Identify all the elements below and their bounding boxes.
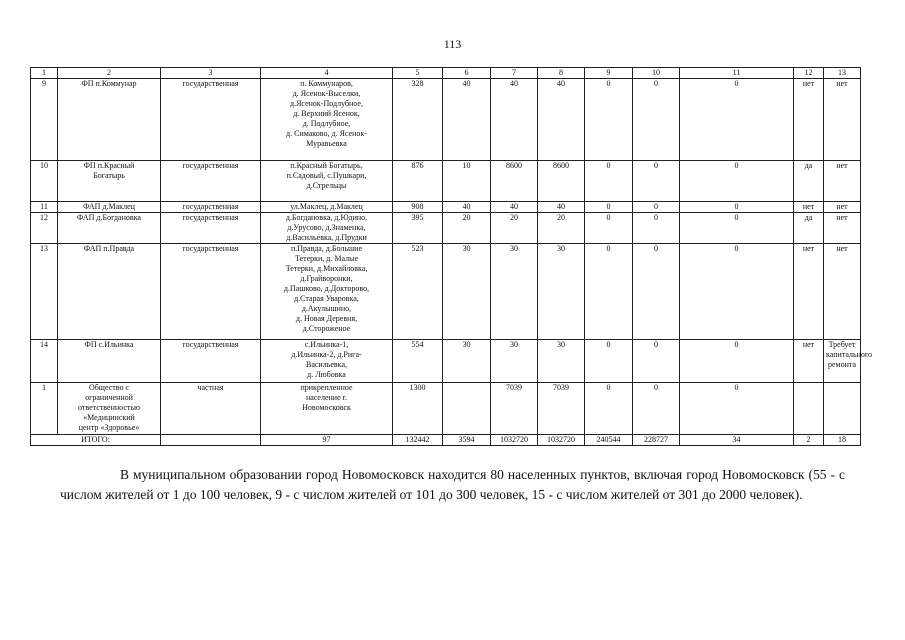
served-localities: ул.Маклец, д.Маклец [261, 202, 393, 213]
served-localities: п. Коммунаров, д. Ясенок-Выселки, д.Ясенок-Подлубное, д. Верхний Ясенок, д. Подлубное, д. Симаково, д. Ясенок- Муравьевка [261, 79, 393, 161]
ownership: государственная [161, 79, 261, 161]
table-row [31, 202, 861, 213]
cell-col9: 0 [585, 340, 633, 383]
total-col10: 228727 [633, 435, 680, 446]
facility-name: ФАП д.Богдановка [58, 213, 161, 244]
cell-col6: 10 [443, 161, 491, 202]
facility-name: ФП п.Коммунар [58, 79, 161, 161]
served-localities: п.Правда, д.Большие Тетерки, д. Малые Тетерки, д.Михайловка, д.Грайворонки, д.Пашково, д.Докторово, д.Старая Уваровка, д.Акулышино, д. Новая Деревня, д.Стороженое [261, 244, 393, 340]
cell-col12: да [794, 161, 824, 202]
cell-col12: нет [794, 244, 824, 340]
cell-col12: да [794, 213, 824, 244]
total-col11: 34 [680, 435, 794, 446]
facilities-table [30, 67, 872, 446]
total-col6: 3594 [443, 435, 491, 446]
cell-col7: 7039 [491, 383, 538, 435]
cell-col5: 523 [393, 244, 443, 340]
cell-col9: 0 [585, 79, 633, 161]
ownership: государственная [161, 244, 261, 340]
cell-col11: 0 [680, 383, 794, 435]
table-row [31, 340, 861, 383]
ownership: государственная [161, 213, 261, 244]
cell-col9: 0 [585, 213, 633, 244]
row-number: 11 [31, 202, 58, 213]
cell-col10: 0 [633, 161, 680, 202]
cell-col8: 30 [538, 244, 585, 340]
cell-col8: 30 [538, 340, 585, 383]
column-number-9: 9 [585, 68, 633, 79]
column-number-7: 7 [491, 68, 538, 79]
cell-col5: 554 [393, 340, 443, 383]
settlements-paragraph: В муниципальном образовании город Новомосковск находится 80 населенных пунктов, включая город Новомосковск (55 - с числом жителей от 1 до 100 человек, 9 - с числом жителей от 101 до 300 человек, 15 - с числом жителей от 301 до 2000 человек). [60, 467, 845, 502]
row-number: 13 [31, 244, 58, 340]
total-col13: 18 [824, 435, 861, 446]
ownership: частная [161, 383, 261, 435]
cell-col6: 20 [443, 213, 491, 244]
cell-col10: 0 [633, 383, 680, 435]
cell-col12: нет [794, 79, 824, 161]
total-col12: 2 [794, 435, 824, 446]
ownership: государственная [161, 161, 261, 202]
cell-col5: 1300 [393, 383, 443, 435]
total-col4: 97 [261, 435, 393, 446]
cell-col5: 876 [393, 161, 443, 202]
cell-col6: 40 [443, 79, 491, 161]
cell-col6: 30 [443, 340, 491, 383]
column-number-6: 6 [443, 68, 491, 79]
cell-col10: 0 [633, 340, 680, 383]
cell-col13: нет [824, 213, 861, 244]
row-number: 14 [31, 340, 58, 383]
cell-col11: 0 [680, 202, 794, 213]
served-localities: д.Богдановка, д.Юдино, д.Урусово, д.Знаменка, д.Васильевка, д.Прудки [261, 213, 393, 244]
table-total-row [31, 435, 861, 446]
served-localities: прикрепленное население г. Новомосковск [261, 383, 393, 435]
cell-col13: Требует капитального ремонта [824, 340, 861, 383]
total-col9: 240544 [585, 435, 633, 446]
cell-col8: 8600 [538, 161, 585, 202]
cell-col13: нет [824, 244, 861, 340]
cell-col5: 908 [393, 202, 443, 213]
facility-name: Общество с ограниченной ответственностью «Медицинский центр «Здоровье» [58, 383, 161, 435]
table-row [31, 161, 861, 202]
column-number-11: 11 [680, 68, 794, 79]
cell-col7: 8600 [491, 161, 538, 202]
cell-col11: 0 [680, 213, 794, 244]
cell-col10: 0 [633, 79, 680, 161]
page-number: 113 [443, 37, 462, 51]
cell-col7: 30 [491, 244, 538, 340]
total-col8: 1032720 [538, 435, 585, 446]
cell-col6: 40 [443, 202, 491, 213]
cell-col13 [824, 383, 861, 435]
served-localities: п.Красный Богатырь, п.Садовый, с.Пушкари, д.Стрельцы [261, 161, 393, 202]
cell-col10: 0 [633, 213, 680, 244]
cell-col7: 40 [491, 79, 538, 161]
column-number-1: 1 [31, 68, 58, 79]
total-col3 [161, 435, 261, 446]
cell-col6: 30 [443, 244, 491, 340]
cell-col9: 0 [585, 244, 633, 340]
facility-name: ФАП д.Маклец [58, 202, 161, 213]
table-row [31, 383, 861, 435]
cell-col9: 0 [585, 161, 633, 202]
total-label: ИТОГО: [31, 435, 161, 446]
cell-col5: 395 [393, 213, 443, 244]
cell-col7: 20 [491, 213, 538, 244]
served-localities: с.Ильинка-1, д.Ильинка-2, д.Рига- Васильевка, д. Любовка [261, 340, 393, 383]
ownership: государственная [161, 340, 261, 383]
cell-col7: 30 [491, 340, 538, 383]
column-number-2: 2 [58, 68, 161, 79]
total-col5: 132442 [393, 435, 443, 446]
cell-col5: 328 [393, 79, 443, 161]
row-number: 1 [31, 383, 58, 435]
cell-col11: 0 [680, 244, 794, 340]
cell-col13: нет [824, 161, 861, 202]
ownership: государственная [161, 202, 261, 213]
column-number-12: 12 [794, 68, 824, 79]
cell-col8: 7039 [538, 383, 585, 435]
column-number-5: 5 [393, 68, 443, 79]
table-header-row [31, 68, 861, 79]
cell-col13: нет [824, 202, 861, 213]
facility-name: ФП с.Ильинка [58, 340, 161, 383]
cell-col13: нет [824, 79, 861, 161]
cell-col11: 0 [680, 161, 794, 202]
column-number-4: 4 [261, 68, 393, 79]
facility-name: ФАП п.Правда [58, 244, 161, 340]
cell-col11: 0 [680, 79, 794, 161]
row-number: 10 [31, 161, 58, 202]
cell-col6 [443, 383, 491, 435]
cell-col11: 0 [680, 340, 794, 383]
cell-col12: нет [794, 340, 824, 383]
column-number-10: 10 [633, 68, 680, 79]
cell-col8: 40 [538, 202, 585, 213]
table-row [31, 79, 861, 161]
cell-col10: 0 [633, 244, 680, 340]
cell-col8: 20 [538, 213, 585, 244]
table-row [31, 244, 861, 340]
cell-col10: 0 [633, 202, 680, 213]
cell-col12 [794, 383, 824, 435]
column-number-3: 3 [161, 68, 261, 79]
facility-name: ФП п.Красный Богатырь [58, 161, 161, 202]
cell-col7: 40 [491, 202, 538, 213]
total-col7: 1032720 [491, 435, 538, 446]
cell-col9: 0 [585, 383, 633, 435]
cell-col8: 40 [538, 79, 585, 161]
column-number-13: 13 [824, 68, 861, 79]
cell-col12: нет [794, 202, 824, 213]
column-number-8: 8 [538, 68, 585, 79]
table-row [31, 213, 861, 244]
row-number: 12 [31, 213, 58, 244]
row-number: 9 [31, 79, 58, 161]
cell-col9: 0 [585, 202, 633, 213]
